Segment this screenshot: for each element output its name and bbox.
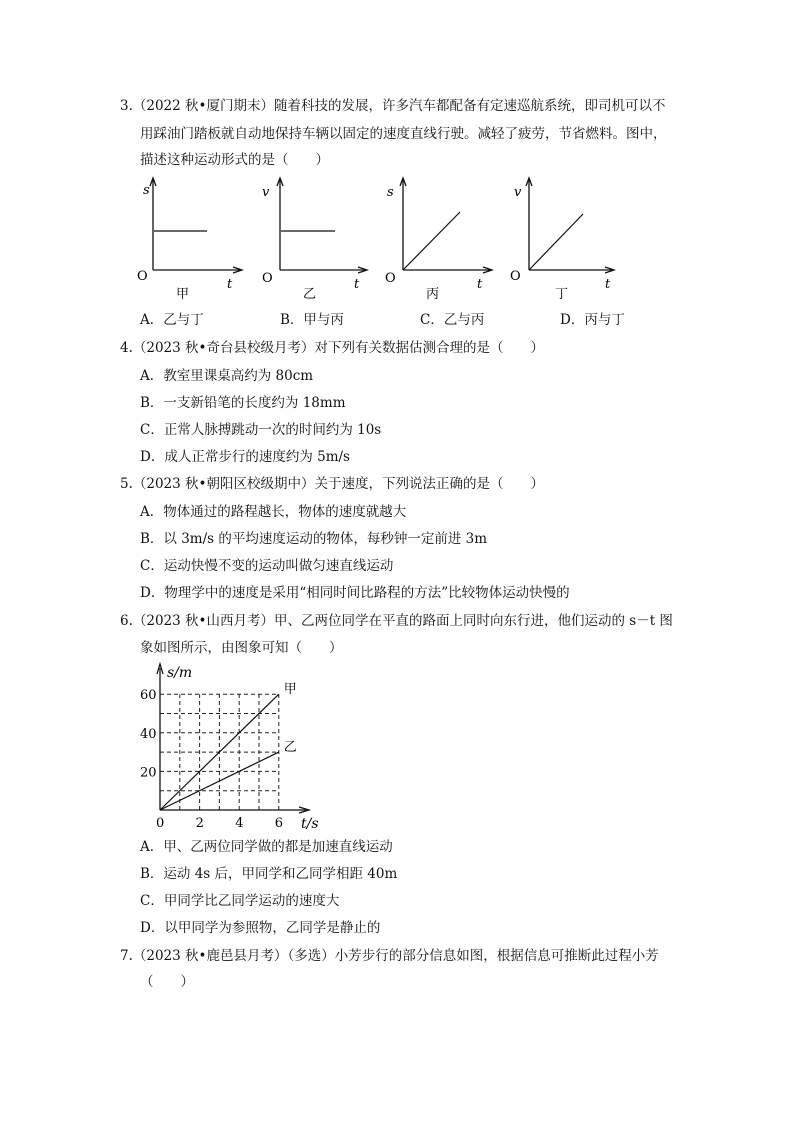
q6-stem-line-1: 6.（2023 秋•山西月考）甲、乙两位同学在平直的路面上同时向东行进，他们运动的 s－t 图 [120,613,673,629]
series-label: 甲 [283,682,297,698]
graph-bing-origin: O [385,271,396,286]
q5-option-d: D．物理学中的速度是采用“相同时间比路程的方法”比较物体运动快慢的 [140,585,570,601]
graph-yi-origin: O [262,271,273,286]
q3-option-a: A．乙与丁 [140,312,204,328]
q4-option-d: D．成人正常步行的速度约为 5m/s [140,449,350,465]
q4-stem: 4.（2023 秋•奇台县校级月考）对下列有关数据估测合理的是（ ） [120,340,544,356]
chart-y-axis-label: s/m [167,665,193,681]
graph-yi-caption: 乙 [303,287,317,302]
q3-stem-line-1: 3.（2022 秋•厦门期末）随着科技的发展，许多汽车都配备有定速巡航系统，即司机可以不 [120,98,666,114]
graph-bing-xlabel: t [477,277,483,292]
chart-series [160,682,297,810]
graph-jia-xlabel: t [227,277,233,292]
q6-option-d: D．以甲同学为参照物，乙同学是静止的 [140,920,381,936]
graph-bing-caption: 丙 [426,287,440,302]
q6-option-b: B．运动 4s 后，甲同学和乙同学相距 40m [140,866,398,882]
graph-jia-origin: O [137,269,148,284]
y-tick-label: 20 [140,765,157,781]
graph-jia-ylabel: s [143,183,150,198]
q3-stem-line-3: 描述这种运动形式的是（ ） [140,152,329,168]
q4-option-b: B．一支新铅笔的长度约为 18mm [140,395,346,411]
q4-option-a: A．教室里课桌高约为 80cm [140,368,314,384]
graph-yi-xlabel: t [354,277,360,292]
y-tick-label: 60 [140,688,157,704]
y-tick-label: 40 [140,726,157,742]
graph-bing-ylabel: s [387,185,394,200]
x-tick-label: 2 [195,816,204,831]
graph-ding-xlabel: t [605,277,611,292]
q3-stem-line-2: 用踩油门踏板就自动地保持车辆以固定的速度直线行驶。减轻了疲劳，节省燃料。图中， [140,126,667,142]
graph-ding-origin: O [510,269,521,284]
x-tick-label: 6 [274,816,284,831]
q3-option-b: B．甲与丙 [280,312,344,328]
q3-option-d: D．丙与丁 [560,312,625,328]
chart-x-axis-label: t/s [301,816,319,832]
q6-option-a: A．甲、乙两位同学做的都是加速直线运动 [140,839,393,855]
q5-option-a: A．物体通过的路程越长，物体的速度就越大 [140,504,407,520]
graph-ding-ylabel: v [514,185,522,200]
q4-option-c: C．正常人脉搏跳动一次的时间约为 10s [140,422,382,438]
x-tick-label: 4 [235,816,244,831]
x-tick-label: 0 [156,816,165,831]
q7-stem-line-1: 7.（2023 秋•鹿邑县月考）（多选）小芳步行的部分信息如图，根据信息可推断此过程小芳 [120,948,659,964]
graph-yi-ylabel: v [262,185,270,200]
q6-option-c: C．甲同学比乙同学运动的速度大 [140,893,340,909]
q5-stem: 5.（2023 秋•朝阳区校级期中）关于速度，下列说法正确的是（ ） [120,476,544,492]
q5-option-c: C．运动快慢不变的运动叫做匀速直线运动 [140,558,394,574]
graph-ding-caption: 丁 [555,287,569,302]
q7-stem-line-2: （ ） [140,974,194,990]
q3-option-c: C．乙与丙 [420,312,485,328]
q5-option-b: B．以 3m/s 的平均速度运动的物体，每秒钟一定前进 3m [140,531,488,547]
q6-stem-line-2: 象如图所示，由图象可知（ ） [140,640,343,656]
graph-jia-caption: 甲 [176,287,190,302]
series-label: 乙 [283,740,297,756]
